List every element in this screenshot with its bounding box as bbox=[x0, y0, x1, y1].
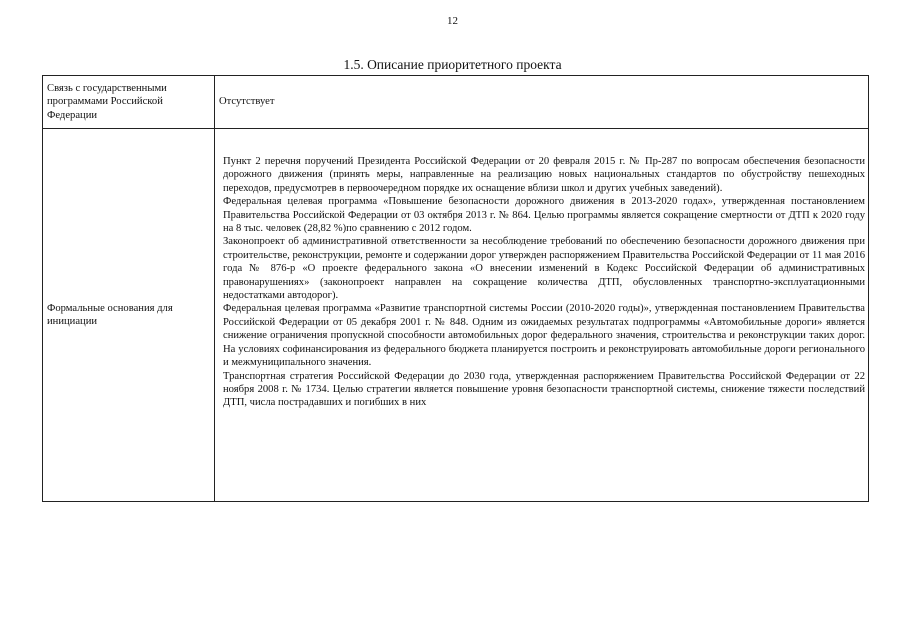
row-value bbox=[215, 129, 869, 502]
project-description-table bbox=[42, 75, 869, 502]
row-value: Отсутствует bbox=[215, 76, 869, 129]
table-row bbox=[43, 129, 869, 502]
paragraph: Законопроект об административной ответственности за несоблюдение требований по обеспечению безопасности дорожного движения при строительстве, реконструкции, ремонте и содержании дорог утвержден распоряжением Правительства Российской Федерации от 11 мая 2016 года № 876-р «О проекте федерального закона «О внесении изменений в Кодекс Российской Федерации об административных правонарушениях» (законопроект направлен на сокращение количества ДТП, обусловленных транспортно-эксплуатационными недостатками автодорог). bbox=[223, 236, 865, 302]
paragraph: Федеральная целевая программа «Повышение безопасности дорожного движения в 2013-2020 годах», утвержденная постановлением Правительства Российской Федерации от 03 октября 2013 г. № 864. Целью программы является сокращение смертности от ДТП к 2020 году на 8 тыс. человек (28,82 %)по сравнению с 2012 годом. bbox=[223, 196, 865, 235]
row-label: Связь с государственными программами Российской Федерации bbox=[43, 76, 215, 129]
page-number: 12 bbox=[447, 15, 458, 27]
section-title: 1.5. Описание приоритетного проекта bbox=[343, 57, 562, 72]
row-label: Формальные основания для инициации bbox=[43, 129, 215, 502]
paragraph: Пункт 2 перечня поручений Президента Российской Федерации от 20 февраля 2015 г. № Пр-287 по вопросам обеспечения безопасности дорожного движения (принять меры, направленные на реализацию новых национальных стандартов по обустройству пешеходных переходов, предусмотрев в первоочередном порядке их оснащение вблизи школ и других учебных заведений). bbox=[223, 156, 865, 194]
table-row bbox=[43, 76, 869, 129]
paragraph: Транспортная стратегия Российской Федерации до 2030 года, утвержденная распоряжением Правительства Российской Федерации от 22 ноября 2008 г. № 1734. Целью стратегии является повышение уровня безопасности транспортной системы, снижение тяжести последствий ДТП, числа пострадавших и погибших в них bbox=[223, 370, 865, 409]
paragraph: Федеральная целевая программа «Развитие транспортной системы России (2010-2020 годы)», утвержденная постановлением Правительства Российской Федерации от 05 декабря 2001 г. № 848. Одним из ожидаемых результатах подпрограммы «Автомобильные дороги» является снижение ограничения пропускной способности автомобильных дорог федерального значения, строительства и реконструкции таких дорог. На условиях софинансирования из федерального бюджета планируется построить и реконструировать автомобильные дороги регионального и межмуниципального значения. bbox=[223, 303, 865, 369]
